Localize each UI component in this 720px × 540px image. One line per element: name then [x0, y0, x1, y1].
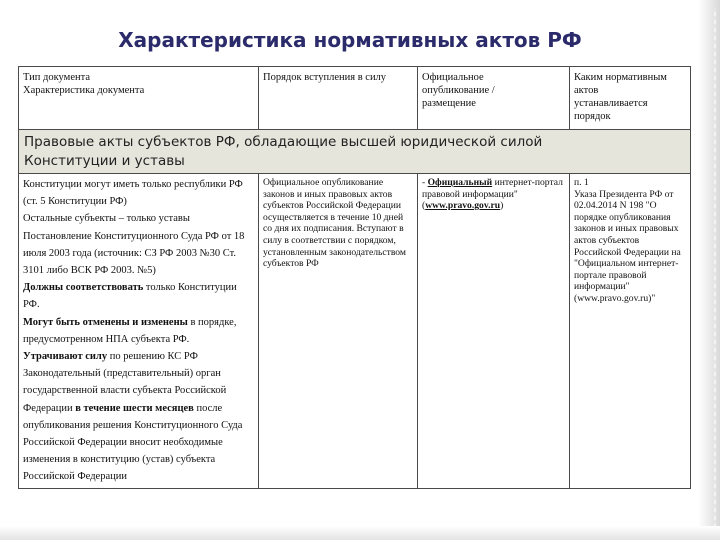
bold-text: Могут быть отменены и изменены — [23, 316, 188, 328]
bold-text: Должны соответствовать — [23, 282, 144, 294]
text: интернет-портал правовой информации" ( — [422, 177, 563, 212]
header-entry-into-force — [259, 67, 418, 130]
acts-table — [18, 66, 691, 489]
page-bottom-shadow — [0, 526, 720, 540]
section-title: Правовые акты субъектов РФ, обладающие высшей юридической силой — [24, 134, 543, 150]
header-text: Характеристика документа — [23, 85, 145, 96]
cell-entry-into-force — [259, 174, 418, 489]
paragraph: п. 1 — [574, 177, 589, 188]
table-header-row — [19, 67, 691, 130]
section-subtitle: Конституции и уставы — [24, 153, 185, 169]
text: по решению КС РФ Законодательный (представительный) орган государственной власти субъекта Российской Федерации — [23, 351, 227, 414]
header-text: Тип документа — [23, 72, 90, 83]
page-edge-shadow — [698, 0, 720, 540]
section-row — [19, 130, 691, 174]
header-text: Официальное — [422, 72, 484, 83]
cell-order-act — [570, 174, 691, 489]
bold-text: в течение шести месяцев — [75, 402, 194, 414]
header-text: Порядок вступления в силу — [263, 72, 387, 83]
header-text: устанавливается — [574, 98, 648, 109]
paragraph: Конституции могут иметь только республики РФ (ст. 5 Конституции РФ) — [23, 179, 243, 208]
section-heading — [19, 130, 691, 174]
pravo-gov-link[interactable]: www.pravo.gov.ru — [425, 200, 501, 212]
text: ) — [500, 200, 504, 212]
header-text: актов — [574, 85, 599, 96]
paragraph — [23, 348, 254, 486]
text: после опубликования решения Конституционного Суда Российской Федерации вносит необходимые изменения в конституцию (устав) субъекта Российской Федерации — [23, 402, 243, 483]
portal-link[interactable]: Официальный — [427, 177, 493, 188]
header-text: опубликование / — [422, 85, 495, 96]
cell-characteristics — [19, 174, 259, 489]
table-row — [19, 174, 691, 489]
header-order-act — [570, 67, 691, 130]
paragraph — [23, 314, 254, 348]
header-text: размещение — [422, 98, 476, 109]
text: только Конституции РФ. — [23, 282, 237, 311]
text: в порядке, предусмотренном НПА субъекта РФ. — [23, 316, 237, 345]
paragraph — [23, 279, 254, 313]
paragraph: Постановление Конституционного Суда РФ от 18 июля 2003 года (источник: СЗ РФ 2003 №30 Ст. 3101 либо ВСК РФ 2003. №5) — [23, 230, 245, 277]
paragraph: Остальные субъекты – только уставы — [23, 213, 190, 225]
page-title: Характеристика нормативных актов РФ — [118, 28, 582, 52]
cell-publication — [418, 174, 570, 489]
paragraph: Указа Президента РФ от 02.04.2014 N 198 "О порядке опубликования законов и иных правовых актов субъектов Российской Федерации на "Официальном интернет-портале правовой информации" (www.pravo.gov.ru)" — [574, 188, 681, 304]
header-text: Каким нормативным — [574, 72, 667, 83]
header-document-type — [19, 67, 259, 130]
text: - — [422, 177, 428, 188]
paragraph: Официальное опубликование законов и иных правовых актов субъектов Российской Федерации осуществляется в течение 10 дней со дня их подписания. Вступают в силу в соответствии с порядком, установленным законодательством субъектов РФ — [263, 177, 406, 270]
header-publication — [418, 67, 570, 130]
bold-text: Утрачивают силу — [23, 351, 108, 363]
paragraph — [422, 177, 565, 212]
header-text: порядок — [574, 111, 611, 122]
